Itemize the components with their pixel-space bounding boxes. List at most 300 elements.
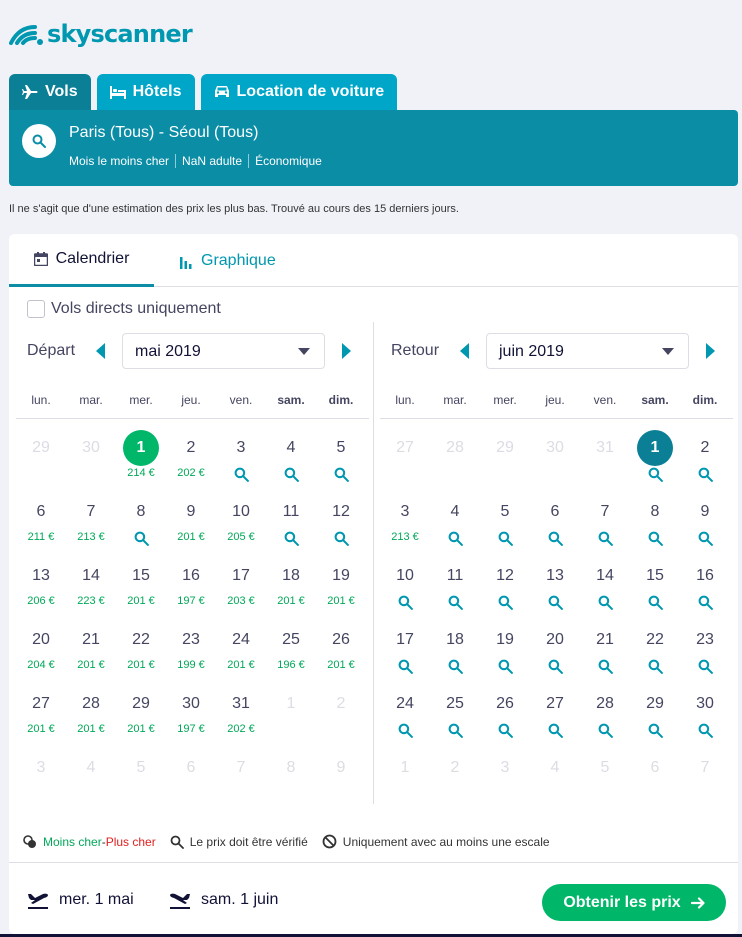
calendar-day-outside-month <box>266 684 316 748</box>
day-number: 5 <box>136 759 146 776</box>
sunrise-logo-icon <box>9 23 45 45</box>
day-price: 202 € <box>177 467 205 479</box>
depart-calendar <box>16 333 369 776</box>
day-number: 5 <box>336 439 346 456</box>
calendar-day[interactable] <box>580 620 630 684</box>
depart-weekday-label: lun. <box>31 393 51 407</box>
day-number: 25 <box>282 631 300 648</box>
calendar-day[interactable] <box>216 492 266 556</box>
search-icon <box>498 659 513 674</box>
calendar-day[interactable] <box>630 556 680 620</box>
calendar-day[interactable] <box>530 492 580 556</box>
legend-verify-label: Le prix doit être vérifié <box>189 834 308 849</box>
search-icon <box>548 723 563 738</box>
search-icon <box>548 595 563 610</box>
day-number: 5 <box>500 503 510 520</box>
calendar-day[interactable] <box>680 556 730 620</box>
calendar-day-outside-month <box>530 748 580 812</box>
calendar-day-outside-month <box>316 748 366 812</box>
day-number: 29 <box>32 439 50 456</box>
calendar-day[interactable] <box>66 620 116 684</box>
day-number: 11 <box>446 567 464 584</box>
legend-cheaper: Moins cher <box>43 834 102 849</box>
tab-hotels-label: Hôtels <box>132 83 182 100</box>
calendar-day-outside-month <box>316 684 366 748</box>
calendar-day-outside-month <box>680 748 730 812</box>
calendar-day[interactable] <box>430 620 480 684</box>
day-price: 203 € <box>227 595 255 607</box>
calendar-day[interactable] <box>430 556 480 620</box>
return-calendar-header <box>380 333 733 369</box>
calendar-day[interactable] <box>266 620 316 684</box>
calendar-day[interactable] <box>166 620 216 684</box>
depart-weekday-label: sam. <box>277 393 305 407</box>
day-price: 213 € <box>77 531 105 543</box>
legend-stops <box>322 834 550 849</box>
calendar-day-outside-month <box>580 428 630 492</box>
calendar-day[interactable] <box>166 492 216 556</box>
get-prices-label: Obtenir les prix <box>563 893 681 911</box>
return-weekday-label: mar. <box>443 393 467 407</box>
day-number: 21 <box>596 631 614 648</box>
day-price: 201 € <box>227 659 255 671</box>
calendar-day[interactable] <box>630 492 680 556</box>
calendar-day[interactable] <box>630 620 680 684</box>
day-number: 27 <box>32 695 50 712</box>
calendar-day[interactable] <box>266 492 316 556</box>
prev-month-arrow-icon[interactable] <box>96 343 105 359</box>
calendar-day-outside-month <box>480 748 530 812</box>
calendar-day[interactable] <box>166 428 216 492</box>
plane-icon <box>22 84 38 100</box>
day-number: 4 <box>286 439 296 456</box>
search-icon <box>648 531 663 546</box>
day-number: 2 <box>186 439 196 456</box>
return-weekday-label: jeu. <box>545 393 565 407</box>
legend-stops-label: Uniquement avec au moins une escale <box>342 834 550 849</box>
search-icon <box>284 467 299 482</box>
day-number: 21 <box>82 631 100 648</box>
direct-only-checkbox[interactable] <box>27 300 45 318</box>
day-number: 10 <box>232 503 250 520</box>
calendar-day[interactable] <box>116 620 166 684</box>
next-month-arrow-icon[interactable] <box>706 343 715 359</box>
calendar-day[interactable] <box>530 620 580 684</box>
trip-footer <box>9 862 738 934</box>
search-icon <box>548 531 563 546</box>
calendar-week-row <box>380 748 733 812</box>
day-price: 223 € <box>77 595 105 607</box>
return-weekday-label: ven. <box>593 393 617 407</box>
return-month-select[interactable] <box>486 333 689 369</box>
day-number: 27 <box>396 439 414 456</box>
calendar-day[interactable] <box>16 556 66 620</box>
search-icon <box>398 659 413 674</box>
depart-month-select[interactable] <box>122 333 325 369</box>
calendar-day[interactable] <box>116 428 166 492</box>
day-number: 2 <box>450 759 460 776</box>
legend-separator: - <box>101 834 106 849</box>
direct-only-toggle[interactable] <box>27 300 221 318</box>
return-weekday-row <box>380 393 733 419</box>
search-icon <box>648 659 663 674</box>
day-price: 202 € <box>227 723 255 735</box>
search-icon <box>334 467 349 482</box>
search-icon <box>598 723 613 738</box>
calendar-day[interactable] <box>216 428 266 492</box>
day-number: 17 <box>396 631 414 648</box>
search-icon <box>134 531 149 546</box>
day-price: 201 € <box>277 595 305 607</box>
day-number: 20 <box>546 631 564 648</box>
calendar-day-outside-month <box>166 748 216 812</box>
return-calendar <box>380 333 733 776</box>
day-number: 29 <box>496 439 514 456</box>
day-number: 9 <box>700 503 710 520</box>
calendar-day-outside-month <box>16 428 66 492</box>
direct-only-label: Vols directs uniquement <box>51 300 221 317</box>
calendar-day-outside-month <box>216 748 266 812</box>
legend-pricier: Plus cher <box>105 834 156 849</box>
tab-flights-label: Vols <box>45 83 78 100</box>
calendar-day[interactable] <box>316 556 366 620</box>
bar-chart-icon <box>179 253 193 269</box>
day-number: 3 <box>500 759 510 776</box>
day-number: 3 <box>400 503 410 520</box>
tab-calendar-label: Calendrier <box>55 250 130 267</box>
calendar-day[interactable] <box>680 492 730 556</box>
return-label: Retour <box>391 342 440 359</box>
calendar-week-row <box>16 556 369 620</box>
chevron-down-icon <box>662 348 674 355</box>
day-number: 9 <box>336 759 346 776</box>
legend <box>23 834 564 849</box>
day-number: 7 <box>86 503 96 520</box>
day-number: 29 <box>132 695 150 712</box>
return-weekday-label: mer. <box>493 393 517 407</box>
calendar-day[interactable] <box>380 556 430 620</box>
outbound-date <box>27 891 134 909</box>
search-icon <box>398 595 413 610</box>
day-number: 18 <box>282 567 300 584</box>
route-text: Paris (Tous) - Séoul (Tous) <box>69 124 259 141</box>
tab-calendar[interactable] <box>9 234 154 287</box>
calendar-day-outside-month <box>630 748 680 812</box>
day-price: 201 € <box>127 659 155 671</box>
search-icon <box>398 723 413 738</box>
return-day-grid <box>380 428 733 812</box>
day-number: 18 <box>446 631 464 648</box>
next-month-arrow-icon[interactable] <box>342 343 351 359</box>
calendar-day[interactable] <box>316 428 366 492</box>
prev-month-arrow-icon[interactable] <box>460 343 469 359</box>
legend-price-scale <box>23 835 156 849</box>
calendar-day[interactable] <box>166 684 216 748</box>
calendar-day-outside-month <box>530 428 580 492</box>
calendar-day[interactable] <box>480 620 530 684</box>
day-number: 25 <box>446 695 464 712</box>
calendar-day-outside-month <box>430 428 480 492</box>
calendar-day[interactable] <box>680 684 730 748</box>
tab-flights[interactable] <box>9 74 91 110</box>
day-number: 15 <box>646 567 664 584</box>
tab-car-hire-label: Location de voiture <box>236 83 385 100</box>
chevron-down-icon <box>298 348 310 355</box>
day-price: 201 € <box>77 659 105 671</box>
day-number: 22 <box>646 631 664 648</box>
day-number: 26 <box>496 695 514 712</box>
calendar-day-outside-month <box>66 748 116 812</box>
search-icon <box>698 467 713 482</box>
calendar-week-row <box>380 428 733 492</box>
calendar-day-outside-month <box>430 748 480 812</box>
calendar-day[interactable] <box>66 556 116 620</box>
logo-text: skyscanner <box>47 20 192 48</box>
car-icon <box>214 85 230 99</box>
calendar-day[interactable] <box>166 556 216 620</box>
day-number: 14 <box>82 567 100 584</box>
calendar-week-row <box>16 492 369 556</box>
calendar-day[interactable] <box>680 428 730 492</box>
product-tabs <box>9 74 403 110</box>
day-price: 201 € <box>327 659 355 671</box>
month-mode: Mois le moins cher <box>69 154 170 168</box>
day-number: 7 <box>236 759 246 776</box>
price-scale-icon <box>23 835 37 849</box>
calendar-day[interactable] <box>580 684 630 748</box>
day-price: 201 € <box>127 595 155 607</box>
day-number: 31 <box>232 695 250 712</box>
search-button[interactable] <box>22 124 56 158</box>
calendar-day[interactable] <box>216 620 266 684</box>
day-number: 22 <box>132 631 150 648</box>
calendar-day[interactable] <box>266 556 316 620</box>
day-number: 16 <box>182 567 200 584</box>
depart-weekday-label: dim. <box>328 393 354 407</box>
search-icon <box>498 531 513 546</box>
search-icon <box>448 531 463 546</box>
day-price: 214 € <box>127 467 155 479</box>
inbound-date <box>169 891 278 909</box>
day-number: 23 <box>182 631 200 648</box>
day-price: 211 € <box>27 531 55 543</box>
day-number: 6 <box>550 503 560 520</box>
return-month-value: juin 2019 <box>499 343 564 360</box>
day-number: 20 <box>32 631 50 648</box>
calendar-day[interactable] <box>66 684 116 748</box>
calendar-week-row <box>16 428 369 492</box>
calendar-day[interactable] <box>580 492 630 556</box>
calendar-day[interactable] <box>66 492 116 556</box>
calendar-day[interactable] <box>116 492 166 556</box>
day-price: 201 € <box>77 723 105 735</box>
search-icon <box>598 659 613 674</box>
search-icon <box>448 659 463 674</box>
calendar-week-row <box>380 492 733 556</box>
search-icon <box>284 531 299 546</box>
day-number: 27 <box>546 695 564 712</box>
day-number: 7 <box>600 503 610 520</box>
calendar-divider <box>373 322 374 804</box>
day-number: 6 <box>650 759 660 776</box>
outbound-date-label: mer. 1 mai <box>59 891 134 908</box>
calendar-week-row <box>380 620 733 684</box>
day-price: 204 € <box>27 659 55 671</box>
search-icon <box>698 531 713 546</box>
day-number: 15 <box>132 567 150 584</box>
calendar-day[interactable] <box>630 684 680 748</box>
search-meta <box>69 154 328 168</box>
calendar-day[interactable] <box>16 492 66 556</box>
day-number: 13 <box>32 567 50 584</box>
day-number: 4 <box>550 759 560 776</box>
day-number: 12 <box>496 567 514 584</box>
day-number: 2 <box>336 695 346 712</box>
depart-label: Départ <box>27 342 76 359</box>
calendar-day[interactable] <box>380 684 430 748</box>
day-number: 4 <box>450 503 460 520</box>
day-number: 19 <box>332 567 350 584</box>
calendar-day-outside-month <box>116 748 166 812</box>
takeoff-icon <box>27 891 49 909</box>
cabin-class: Économique <box>248 154 328 168</box>
calendar-day[interactable] <box>430 492 480 556</box>
day-number: 29 <box>646 695 664 712</box>
day-number: 9 <box>186 503 196 520</box>
return-weekday-label: sam. <box>641 393 669 407</box>
calendar-day[interactable] <box>380 620 430 684</box>
day-price: 205 € <box>227 531 255 543</box>
day-number: 3 <box>236 439 246 456</box>
calendar-day[interactable] <box>480 492 530 556</box>
calendar-day-outside-month <box>480 428 530 492</box>
day-price: 206 € <box>27 595 55 607</box>
tab-hotels[interactable] <box>97 74 195 110</box>
day-number: 24 <box>396 695 414 712</box>
price-calendar-card <box>9 234 738 934</box>
day-number: 16 <box>696 567 714 584</box>
day-price: 199 € <box>177 659 205 671</box>
day-number: 30 <box>82 439 100 456</box>
calendar-day[interactable] <box>316 492 366 556</box>
day-number: 1 <box>400 759 410 776</box>
calendar-day[interactable] <box>530 556 580 620</box>
day-number: 24 <box>232 631 250 648</box>
calendar-day[interactable] <box>430 684 480 748</box>
day-price: 197 € <box>177 595 205 607</box>
calendar-day[interactable] <box>16 684 66 748</box>
no-direct-icon <box>322 834 337 849</box>
search-icon <box>598 531 613 546</box>
day-number: 5 <box>600 759 610 776</box>
depart-calendar-header <box>16 333 369 369</box>
calendar-day[interactable] <box>480 684 530 748</box>
inbound-date-label: sam. 1 juin <box>201 891 279 908</box>
calendar-day[interactable] <box>216 556 266 620</box>
calendar-day[interactable] <box>480 556 530 620</box>
calendar-day[interactable] <box>680 620 730 684</box>
search-icon <box>548 659 563 674</box>
day-number: 28 <box>82 695 100 712</box>
day-number: 30 <box>546 439 564 456</box>
search-icon <box>170 835 184 849</box>
search-icon <box>498 595 513 610</box>
skyscanner-logo[interactable] <box>9 18 192 50</box>
search-icon <box>498 723 513 738</box>
search-icon <box>448 595 463 610</box>
day-number: 6 <box>36 503 46 520</box>
calendar-day-outside-month <box>266 748 316 812</box>
search-icon <box>648 723 663 738</box>
day-price: 201 € <box>27 723 55 735</box>
calendar-day[interactable] <box>630 428 680 492</box>
selected-day-number: 1 <box>637 430 673 466</box>
day-number: 1 <box>286 695 296 712</box>
search-icon <box>598 595 613 610</box>
calendar-day[interactable] <box>530 684 580 748</box>
depart-weekday-label: mar. <box>79 393 103 407</box>
day-number: 23 <box>696 631 714 648</box>
legend-verify <box>170 835 308 849</box>
day-price: 201 € <box>327 595 355 607</box>
day-number: 31 <box>596 439 614 456</box>
calendar-week-row <box>16 684 369 748</box>
calendar-day[interactable] <box>380 492 430 556</box>
day-number: 2 <box>700 439 710 456</box>
calendar-day[interactable] <box>266 428 316 492</box>
view-tabs <box>9 234 738 287</box>
search-icon <box>698 723 713 738</box>
calendar-week-row <box>16 620 369 684</box>
search-icon <box>32 134 46 148</box>
calendar-day[interactable] <box>116 684 166 748</box>
calendar-week-row <box>16 748 369 812</box>
travellers: NaN adulte <box>175 154 248 168</box>
day-price: 197 € <box>177 723 205 735</box>
day-number: 10 <box>396 567 414 584</box>
depart-day-grid <box>16 428 369 812</box>
calendar-day[interactable] <box>116 556 166 620</box>
tab-graph-label: Graphique <box>201 251 276 269</box>
calendar-day[interactable] <box>16 620 66 684</box>
calendar-day-outside-month <box>66 428 116 492</box>
depart-weekday-row <box>16 393 369 419</box>
day-number: 3 <box>36 759 46 776</box>
day-price: 196 € <box>277 659 305 671</box>
calendar-day[interactable] <box>316 620 366 684</box>
get-prices-button[interactable] <box>542 884 726 921</box>
calendar-day[interactable] <box>580 556 630 620</box>
search-icon <box>448 723 463 738</box>
calendar-day-outside-month <box>580 748 630 812</box>
day-number: 14 <box>596 567 614 584</box>
search-icon <box>648 595 663 610</box>
return-weekday-label: lun. <box>395 393 415 407</box>
day-number: 28 <box>446 439 464 456</box>
search-icon <box>234 467 249 482</box>
selected-day-number: 1 <box>123 430 159 466</box>
day-number: 12 <box>332 503 350 520</box>
search-icon <box>334 531 349 546</box>
calendar-day-outside-month <box>380 428 430 492</box>
price-disclaimer: Il ne s'agit que d'une estimation des prix les plus bas. Trouvé au cours des 15 derniers jours. <box>9 203 459 215</box>
tab-car-hire[interactable] <box>201 74 398 110</box>
calendar-day[interactable] <box>216 684 266 748</box>
search-summary[interactable] <box>9 110 738 186</box>
day-number: 8 <box>650 503 660 520</box>
return-weekday-label: dim. <box>692 393 718 407</box>
tab-graph[interactable] <box>179 234 276 287</box>
